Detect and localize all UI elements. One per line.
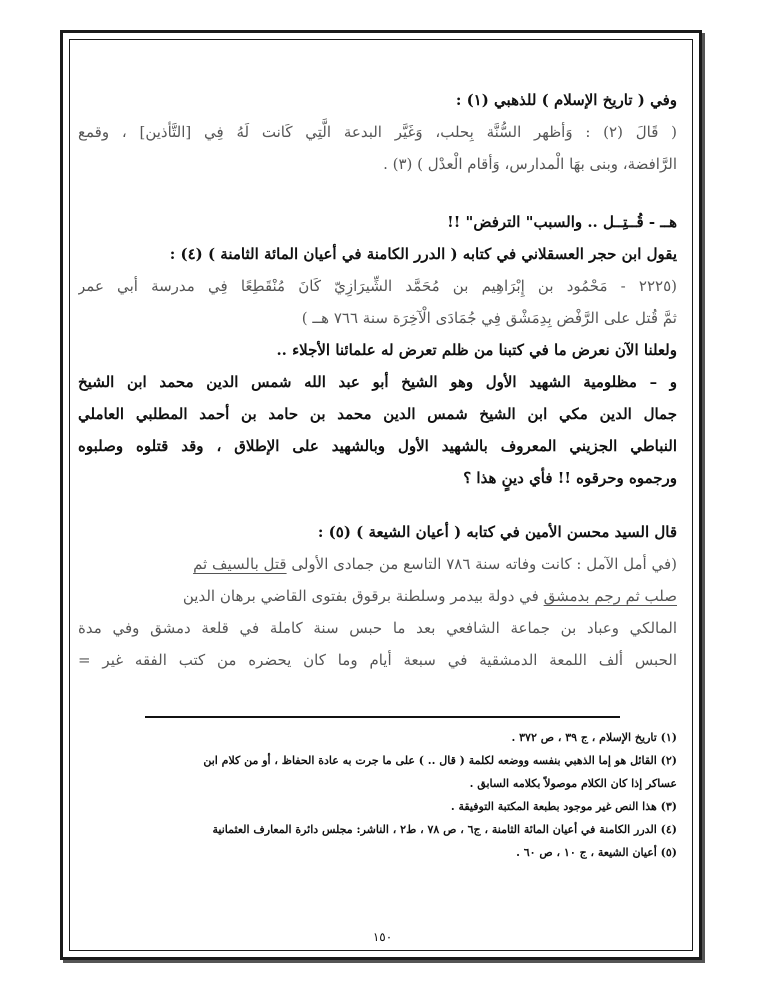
footnote: (٥) أعيان الشيعة ، ج ١٠ ، ص ٦٠ . (516, 846, 677, 859)
quote-line: الحبس ألف اللمعة الدمشقية في سبعة أيام وما كان يحضره من كتب الفقه غير = (78, 651, 677, 669)
footnote: (٢) القائل هو إما الذهبي بنفسه ووضعه لكلمة ( قال .. ) على ما جرت به عادة الحفاظ ، أو من كلام ابن (203, 754, 677, 767)
body-line: ولعلنا الآن نعرض ما في كتبنا من ظلم تعرض له علمائنا الأجلاء .. (276, 341, 677, 359)
quote-text: في دولة بيدمر وسلطنة برقوق بفتوى القاضي برهان الدين (182, 587, 544, 605)
quote-line: ثمَّ قُتل على الرَّفْض بِدِمَشْق فِي جُمَادَى الْآخِرَة سنة ٧٦٦ هــ ) (301, 309, 677, 327)
footnote: عساكر إذا كان الكلام موصولاً بكلامه السابق . (469, 777, 677, 790)
quote-line: (٢٢٢٥ - مَحْمُود بن إِبْرَاهِيم بن مُحَمَّد الشِّيرَازِيّ كَانَ مُنْقَطِعًا فِي مدرسة أبي عمر (78, 277, 677, 295)
footnote: (١) تاريخ الإسلام ، ج ٣٩ ، ص ٣٧٢ . (511, 731, 677, 744)
footnote: (٤) الدرر الكامنة في أعيان المائة الثامنة ، ج٦ ، ص ٧٨ ، ط٢ ، الناشر: مجلس دائرة المعارف العثمانية (212, 823, 677, 836)
underlined-text: صلب ثم رجم بدمشق (543, 587, 677, 605)
intro-line: قال السيد محسن الأمين في كتابه ( أعيان الشيعة ) (٥) : (317, 523, 677, 541)
quote-line: الرَّافضة، وبنى بهَا الْمدارس، وَأقام الْعدْل ) (٣) . (383, 155, 677, 173)
body-line: ورجموه وحرقوه !! فأي دينٍ هذا ؟ (463, 469, 677, 487)
underlined-text: قتل بالسيف ثم (193, 555, 287, 573)
section-heading: هــ - قُــتِــل .. والسبب" الترفض" !! (447, 213, 677, 231)
spacer (78, 494, 677, 516)
page-number: ١٥٠ (372, 930, 393, 944)
body-line: جمال الدين مكي ابن الشيخ شمس الدين محمد بن حامد بن أحمد المطلبي العاملي (78, 405, 677, 423)
footnote-separator (145, 716, 620, 718)
quote-line (78, 548, 677, 580)
spacer (78, 180, 677, 206)
quote-line: المالكي وعباد بن جماعة الشافعي بعد ما حبس سنة كاملة في قلعة دمشق وفي مدة (78, 619, 677, 637)
footnotes (84, 726, 677, 864)
body-line: النباطي الجزيني المعروف بالشهيد الأول وبالشهيد على الإطلاق ، وقد قتلوه وصلبوه (78, 437, 677, 455)
main-text (78, 84, 677, 676)
quote-text: (في أمل الآمل : كانت وفاته سنة ٧٨٦ التاسع من جمادى الأولى (286, 555, 677, 573)
intro-line: وفي ( تاريخ الإسلام ) للذهبي (١) : (455, 91, 677, 109)
footnote: (٣) هذا النص غير موجود بطبعة المكتبة التوفيقة . (450, 800, 677, 813)
intro-line: يقول ابن حجر العسقلاني في كتابه ( الدرر الكامنة في أعيان المائة الثامنة ) (٤) : (169, 245, 677, 263)
body-line: و – مظلومية الشهيد الأول وهو الشيخ أبو عبد الله شمس الدين محمد ابن الشيخ (78, 373, 677, 391)
quote-line (78, 580, 677, 612)
quote-line: ( قَالَ (٢) : وَأظهر السُّنَّة بِحلب، وَغَيَّر البدعة الَّتِي كَانت لَهُ فِي [التَّأذين] ، وقمع (78, 123, 677, 141)
